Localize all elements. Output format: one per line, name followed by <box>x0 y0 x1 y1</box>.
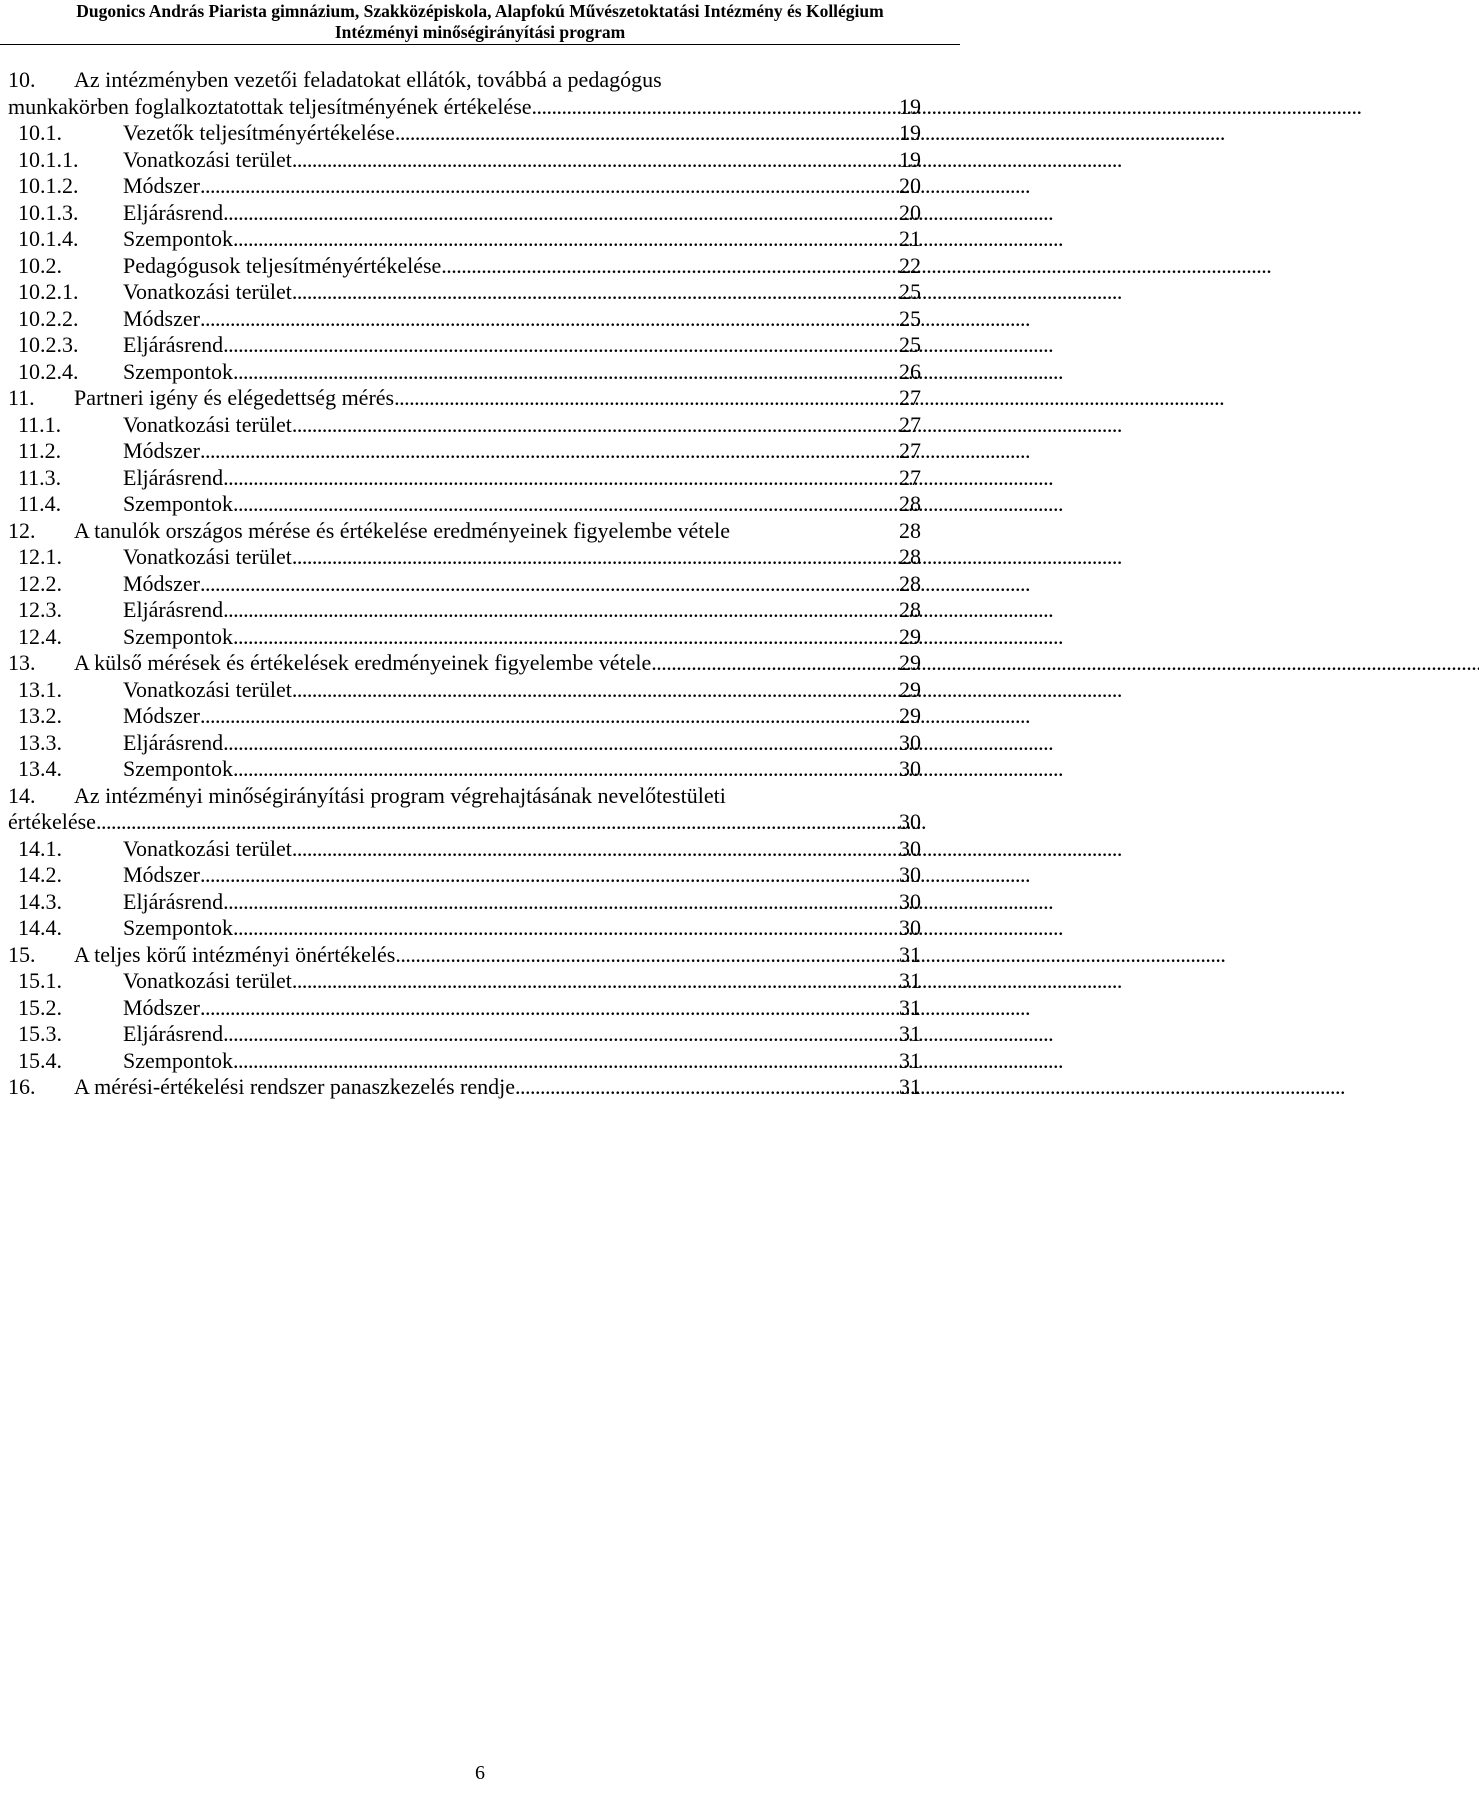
dot-leader <box>223 465 897 492</box>
toc-entry-title: Módszer <box>123 570 200 596</box>
toc-entry[interactable] <box>0 544 921 571</box>
toc-page-number: 28 <box>899 570 921 596</box>
dot-leader <box>651 650 897 677</box>
toc-entry-number: 10.2.4. <box>18 358 79 384</box>
toc-entry[interactable] <box>0 518 921 545</box>
toc-entry[interactable] <box>0 200 921 227</box>
toc-entry-number: 14.3. <box>18 888 62 914</box>
toc-page-number: 27 <box>899 411 921 437</box>
toc-page-number: 27 <box>899 438 921 463</box>
toc-entry[interactable] <box>0 889 921 916</box>
table-of-contents <box>0 67 960 1101</box>
toc-entry[interactable] <box>0 306 921 333</box>
toc-page-number: 27 <box>899 385 921 410</box>
dot-leader <box>292 836 897 863</box>
toc-entry[interactable] <box>0 677 921 704</box>
toc-entry-number: 14. <box>8 782 36 808</box>
toc-entry-number: 15.1. <box>18 968 62 993</box>
toc-entry-title: Eljárásrend <box>123 1021 224 1046</box>
dot-leader <box>200 703 897 730</box>
toc-page-number: 29 <box>899 623 921 649</box>
toc-entry-number: 10.1.3. <box>18 199 79 225</box>
toc-entry[interactable] <box>0 147 921 174</box>
toc-entry-title: Vonatkozási terület <box>123 146 292 172</box>
toc-entry[interactable] <box>0 1074 921 1101</box>
toc-page-number: 29 <box>899 650 921 675</box>
toc-entry-title: Pedagógusok teljesítményértékelése <box>123 252 442 278</box>
toc-entry-title: Vonatkozási terület <box>123 676 292 702</box>
toc-entry[interactable] <box>0 67 921 120</box>
document-header <box>0 0 960 43</box>
toc-page-number: 30 <box>899 862 921 887</box>
dot-leader <box>233 491 897 518</box>
toc-entry[interactable] <box>0 120 921 147</box>
dot-leader <box>200 306 897 333</box>
toc-entry-number: 11.4. <box>18 491 62 516</box>
toc-entry[interactable] <box>0 226 921 253</box>
toc-entry-number: 15.4. <box>18 1047 62 1073</box>
toc-entry-number: 10.1.2. <box>18 173 79 198</box>
toc-entry[interactable] <box>0 703 921 730</box>
toc-entry-title: Vezetők teljesítményértékelése <box>123 120 395 145</box>
toc-page-number: 25 <box>899 332 921 357</box>
toc-page-number: 30 <box>899 729 921 755</box>
toc-entry[interactable] <box>0 438 921 465</box>
dot-leader <box>200 173 897 200</box>
toc-entry-title: Módszer <box>123 862 200 887</box>
dot-leader <box>394 385 897 412</box>
toc-page-number: 31 <box>899 941 921 967</box>
toc-entry-number: 15.2. <box>18 994 62 1020</box>
toc-page-number: 30 <box>899 756 921 781</box>
toc-page-number: 29 <box>899 703 921 728</box>
dot-leader <box>233 915 897 942</box>
toc-entry-number: 15.3. <box>18 1021 62 1046</box>
dot-leader <box>223 597 897 624</box>
toc-page-number: 31 <box>899 994 921 1020</box>
toc-page-number: 26 <box>899 358 921 384</box>
toc-entry[interactable] <box>0 1021 921 1048</box>
toc-entry[interactable] <box>0 915 921 942</box>
toc-entry-title: A mérési-értékelési rendszer panaszkezelés rendje <box>74 1074 515 1099</box>
toc-entry-title: Vonatkozási terület <box>123 968 292 993</box>
toc-page-number: 30 <box>899 915 921 940</box>
toc-entry-title: A külső mérések és értékelések eredményeinek figyelembe vétele <box>74 650 652 675</box>
toc-entry-title: Módszer <box>123 994 200 1020</box>
dot-leader <box>292 544 897 571</box>
dot-leader <box>223 200 897 227</box>
toc-entry-title: Módszer <box>123 173 200 198</box>
toc-entry-number: 13.1. <box>18 676 62 702</box>
toc-entry-number: 12.1. <box>18 544 62 569</box>
dot-leader <box>292 147 897 174</box>
toc-entry-number: 14.1. <box>18 835 62 861</box>
toc-entry[interactable] <box>0 624 921 651</box>
toc-entry-title: Szempontok <box>123 358 233 384</box>
toc-entry-title: Az intézményben vezetői feladatokat ellátók, továbbá a pedagógus <box>74 67 662 92</box>
toc-page-number: 27 <box>899 464 921 490</box>
dot-leader <box>292 677 897 704</box>
toc-page-number: 31 <box>899 1074 921 1099</box>
dot-leader <box>233 359 897 386</box>
toc-entry[interactable] <box>0 279 921 306</box>
toc-entry[interactable] <box>0 650 921 677</box>
toc-entry[interactable] <box>0 465 921 492</box>
toc-entry-title: Vonatkozási terület <box>123 835 292 861</box>
toc-entry-number: 13. <box>8 650 36 675</box>
toc-page-number: 25 <box>899 279 921 304</box>
toc-entry-title: Szempontok <box>123 1047 233 1073</box>
toc-entry-number: 11.3. <box>18 464 62 490</box>
toc-entry-title-continued: értékelése <box>8 809 96 834</box>
toc-page-number: 19 <box>899 146 921 172</box>
toc-page-number: 31 <box>899 968 921 993</box>
toc-page-number: 28 <box>899 597 921 622</box>
toc-entry-number: 12. <box>8 517 36 543</box>
dot-leader <box>515 1074 897 1101</box>
toc-entry-number: 10.1.1. <box>18 146 79 172</box>
toc-entry-number: 11. <box>8 385 35 410</box>
toc-entry[interactable] <box>0 571 921 598</box>
dot-leader <box>292 412 897 439</box>
header-institution-name: Dugonics András Piarista gimnázium, Szakközépiskola, Alapfokú Művészetoktatási Intézmény és Kollégium <box>76 1 884 21</box>
toc-page-number: 30 <box>899 809 921 834</box>
toc-page-number: 31 <box>899 1047 921 1073</box>
toc-entry[interactable] <box>0 332 921 359</box>
toc-entry-number: 10.1.4. <box>18 226 79 251</box>
toc-entry-title: Módszer <box>123 703 200 728</box>
toc-entry-title: Eljárásrend <box>123 332 224 357</box>
toc-entry-title: Eljárásrend <box>123 199 224 225</box>
dot-leader <box>441 253 897 280</box>
toc-entry-title: A tanulók országos mérése és értékelése eredményeinek figyelembe vétele <box>74 517 731 543</box>
toc-entry-number: 10.2. <box>18 252 62 278</box>
toc-entry-number: 12.4. <box>18 623 62 649</box>
toc-page-number: 28 <box>899 517 921 543</box>
toc-entry-number: 12.3. <box>18 597 62 622</box>
toc-entry-title: Eljárásrend <box>123 464 224 490</box>
toc-entry-title: Szempontok <box>123 226 233 251</box>
toc-entry-number: 10.2.3. <box>18 332 79 357</box>
toc-page-number: 30 <box>899 888 921 914</box>
toc-page-number: 25 <box>899 305 921 331</box>
dot-leader <box>532 94 897 121</box>
toc-entry-title: Eljárásrend <box>123 888 224 914</box>
dot-leader <box>233 756 897 783</box>
toc-entry-number: 11.1. <box>18 411 62 437</box>
toc-entry-title: Vonatkozási terület <box>123 544 292 569</box>
dot-leader <box>200 571 897 598</box>
toc-entry[interactable] <box>0 173 921 200</box>
toc-entry[interactable] <box>0 412 921 439</box>
toc-entry[interactable] <box>0 862 921 889</box>
toc-entry-number: 10.1. <box>18 120 62 145</box>
toc-entry-title: Módszer <box>123 438 200 463</box>
header-divider <box>0 44 960 45</box>
toc-entry-title: Eljárásrend <box>123 597 224 622</box>
dot-leader <box>233 1048 897 1075</box>
toc-entry-number: 10. <box>8 67 36 92</box>
header-program-title: Intézményi minőségirányítási program <box>334 22 626 42</box>
toc-entry-number: 15. <box>8 941 36 967</box>
toc-page-number: 22 <box>899 252 921 278</box>
toc-entry[interactable] <box>0 968 921 995</box>
dot-leader <box>292 279 897 306</box>
toc-page-number: 19 <box>899 120 921 145</box>
toc-entry[interactable] <box>0 385 921 412</box>
toc-entry-title: Szempontok <box>123 756 233 781</box>
toc-entry[interactable] <box>0 756 921 783</box>
toc-page-number: 30 <box>899 835 921 861</box>
toc-entry-number: 14.2. <box>18 862 62 887</box>
dot-leader <box>292 968 897 995</box>
dot-leader <box>223 889 897 916</box>
dot-leader <box>96 809 897 836</box>
toc-entry-title: Vonatkozási terület <box>123 279 292 304</box>
toc-entry[interactable] <box>0 253 921 280</box>
toc-entry-title: Eljárásrend <box>123 729 224 755</box>
toc-entry[interactable] <box>0 597 921 624</box>
dot-leader <box>200 995 897 1022</box>
page-number: 6 <box>475 1762 485 1784</box>
toc-page-number: 21 <box>899 226 921 251</box>
toc-entry-title: Módszer <box>123 305 200 331</box>
toc-page-number: 31 <box>899 1021 921 1046</box>
toc-page-number: 19 <box>899 93 921 119</box>
dot-leader <box>200 438 897 465</box>
toc-entry-number: 13.4. <box>18 756 62 781</box>
toc-entry-number: 10.2.1. <box>18 279 79 304</box>
toc-entry-number: 11.2. <box>18 438 62 463</box>
dot-leader <box>223 730 897 757</box>
toc-entry-number: 12.2. <box>18 570 62 596</box>
dot-leader <box>223 332 897 359</box>
toc-entry[interactable] <box>0 1048 921 1075</box>
toc-entry[interactable] <box>0 995 921 1022</box>
toc-page-number: 28 <box>899 544 921 569</box>
toc-entry[interactable] <box>0 491 921 518</box>
toc-page-number: 20 <box>899 173 921 198</box>
toc-entry-title: A teljes körű intézményi önértékelés <box>74 941 396 967</box>
toc-entry-title: Az intézményi minőségirányítási program végrehajtásának nevelőtestületi <box>74 782 726 808</box>
toc-entry-title-continued: munkakörben foglalkoztatottak teljesítményének értékelése <box>8 93 532 119</box>
toc-entry-title: Szempontok <box>123 491 233 516</box>
toc-entry-number: 16. <box>8 1074 36 1099</box>
toc-entry-number: 13.3. <box>18 729 62 755</box>
dot-leader <box>233 624 897 651</box>
toc-entry-title: Szempontok <box>123 915 233 940</box>
toc-entry[interactable] <box>0 730 921 757</box>
toc-entry-number: 10.2.2. <box>18 305 79 331</box>
toc-entry-number: 13.2. <box>18 703 62 728</box>
dot-leader <box>200 862 897 889</box>
toc-entry-title: Vonatkozási terület <box>123 411 292 437</box>
toc-entry-title: Partneri igény és elégedettség mérés <box>74 385 395 410</box>
toc-page-number: 20 <box>899 199 921 225</box>
toc-page-number: 28 <box>899 491 921 516</box>
dot-leader <box>395 942 897 969</box>
toc-entry-title: Szempontok <box>123 623 233 649</box>
dot-leader <box>233 226 897 253</box>
dot-leader <box>395 120 897 147</box>
toc-entry[interactable] <box>0 942 921 969</box>
toc-entry-number: 14.4. <box>18 915 62 940</box>
toc-entry[interactable] <box>0 783 921 836</box>
toc-page-number: 29 <box>899 676 921 702</box>
toc-entry[interactable] <box>0 836 921 863</box>
toc-entry[interactable] <box>0 359 921 386</box>
dot-leader <box>223 1021 897 1048</box>
